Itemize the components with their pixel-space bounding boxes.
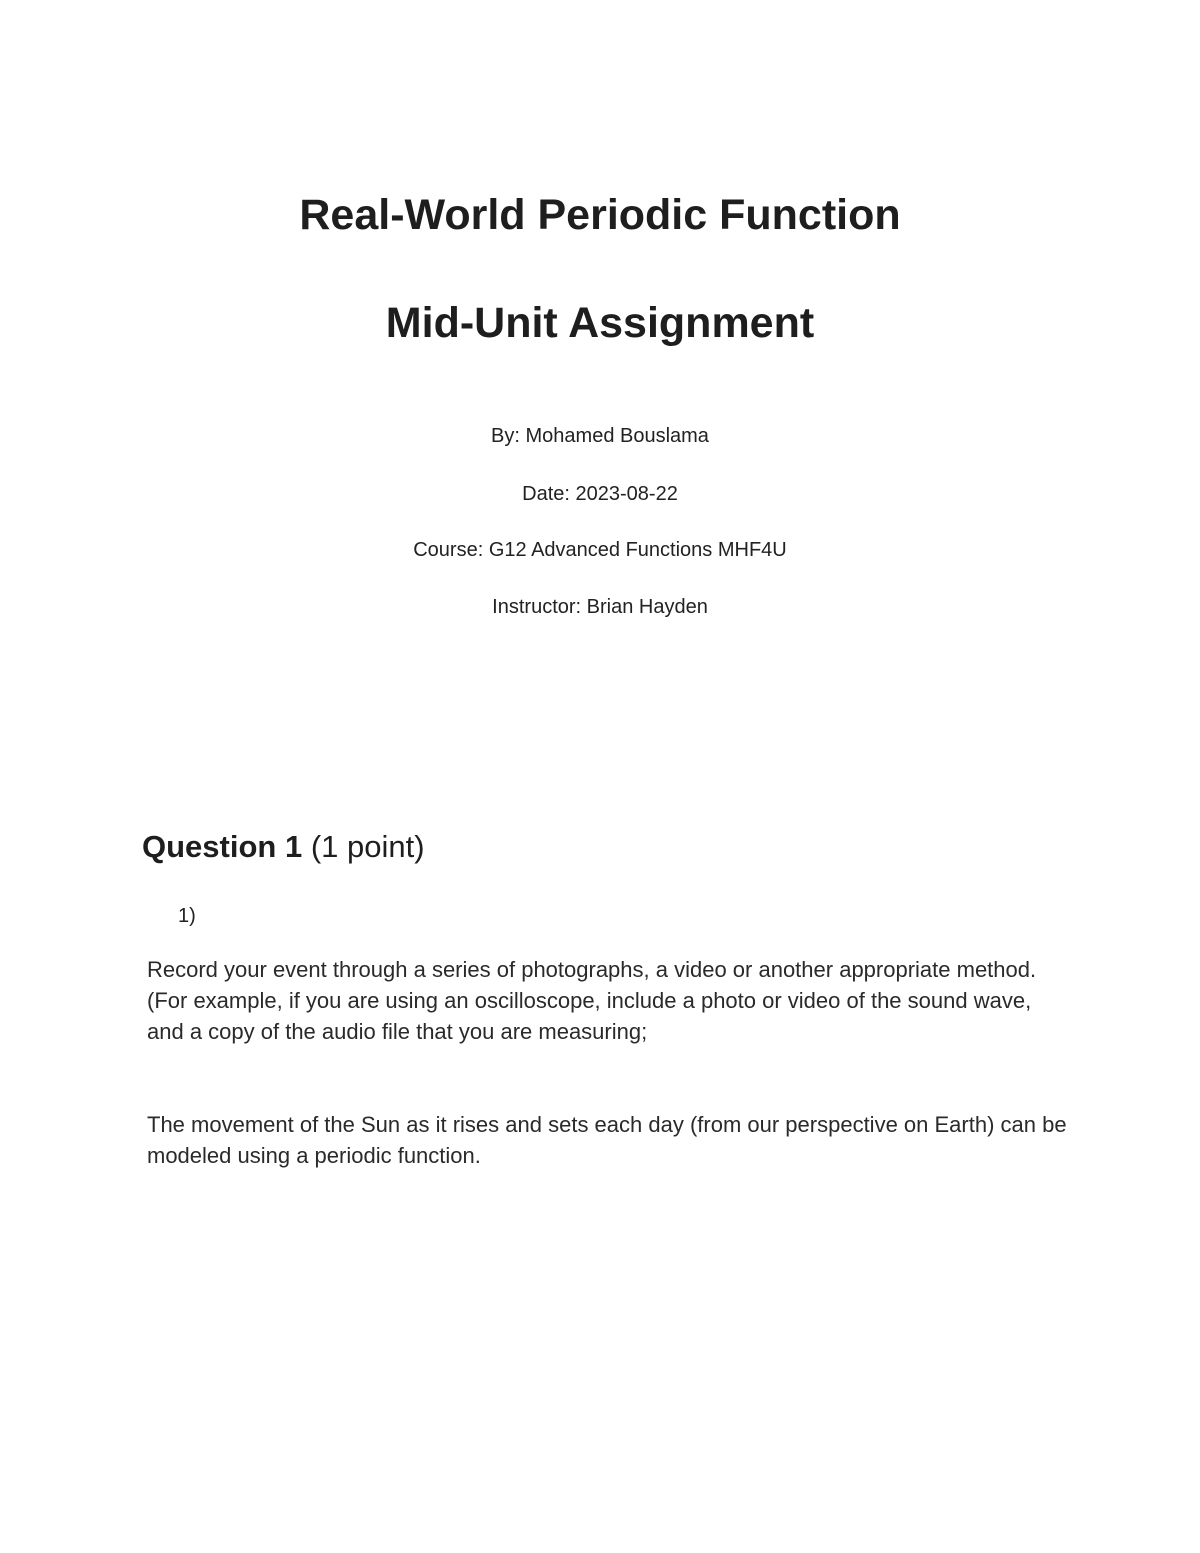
instructor-line: Instructor: Brian Hayden: [492, 596, 708, 618]
question-number: 1): [178, 905, 196, 927]
question-points: (1 point): [302, 829, 425, 864]
question-label: Question 1: [142, 829, 303, 864]
question-heading: [142, 831, 425, 862]
question-answer: The movement of the Sun as it rises and sets each day (from our perspective on Earth) can be modeled using a periodic function.: [147, 1112, 1067, 1168]
author-line: By: Mohamed Bouslama: [491, 425, 709, 447]
date-line: Date: 2023-08-22: [522, 483, 678, 505]
document-title: Real-World Periodic Function: [299, 191, 901, 239]
course-line: Course: G12 Advanced Functions MHF4U: [413, 539, 787, 561]
document-subtitle: Mid-Unit Assignment: [385, 299, 815, 347]
question-prompt: Record your event through a series of photographs, a video or another appropriate method. (For example, if you are using an oscilloscope, include a photo or video of the sound wave, and a copy of the audio file that you are measuring;: [147, 957, 1037, 1044]
